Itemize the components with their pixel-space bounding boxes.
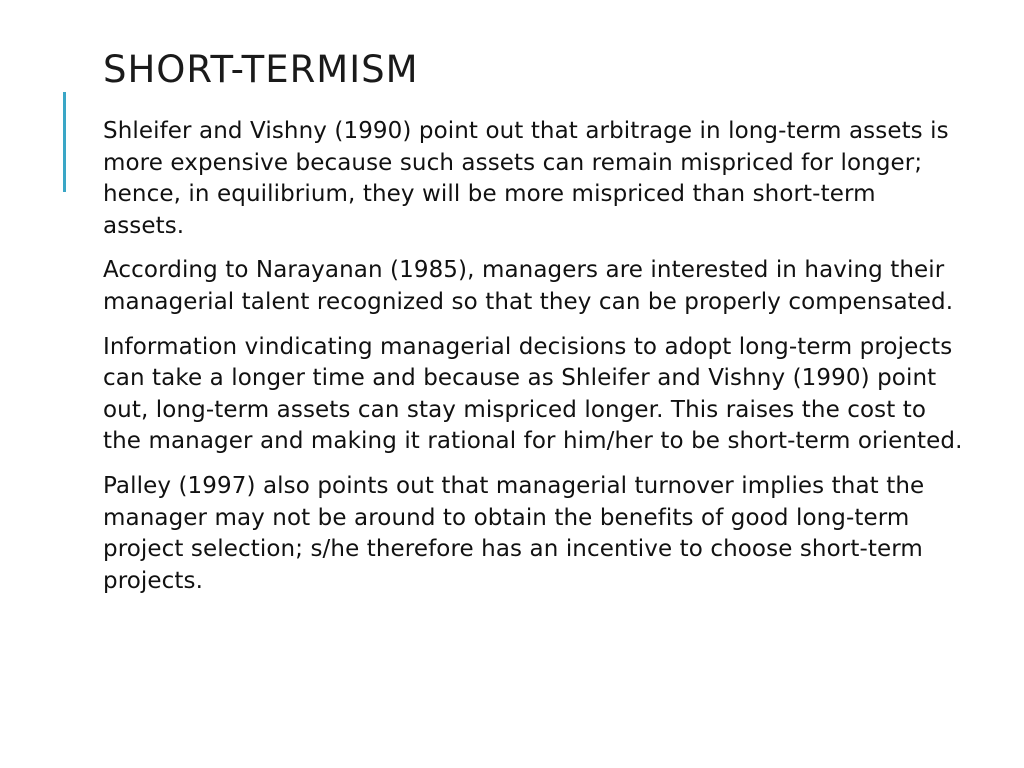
title-accent-bar	[63, 92, 66, 192]
slide-title: SHORT-TERMISM	[103, 48, 419, 91]
paragraph-palley: Palley (1997) also points out that managerial turnover implies that the manager may not be around to obtain the benefits of good long-term project selection; s/he therefore has an incentive to choose short-term projects.	[103, 472, 925, 594]
paragraph-narayanan: According to Narayanan (1985), managers are interested in having their managerial talent recognized so that they can be properly compensated.	[103, 257, 954, 315]
paragraph-information-vindicating: Information vindicating managerial decisions to adopt long-term projects can take a longer time and because as Shleifer and Vishny (1990) point out, long-term assets can stay mispriced longer. This raises the cost to the manager and making it rational for him/her to be short-term oriented.	[103, 333, 963, 455]
slide-body	[103, 116, 963, 610]
paragraph-shleifer-vishny: Shleifer and Vishny (1990) point out that arbitrage in long-term assets is more expensive because such assets can remain mispriced for longer; hence, in equilibrium, they will be more mispriced than short-term assets.	[103, 118, 949, 239]
